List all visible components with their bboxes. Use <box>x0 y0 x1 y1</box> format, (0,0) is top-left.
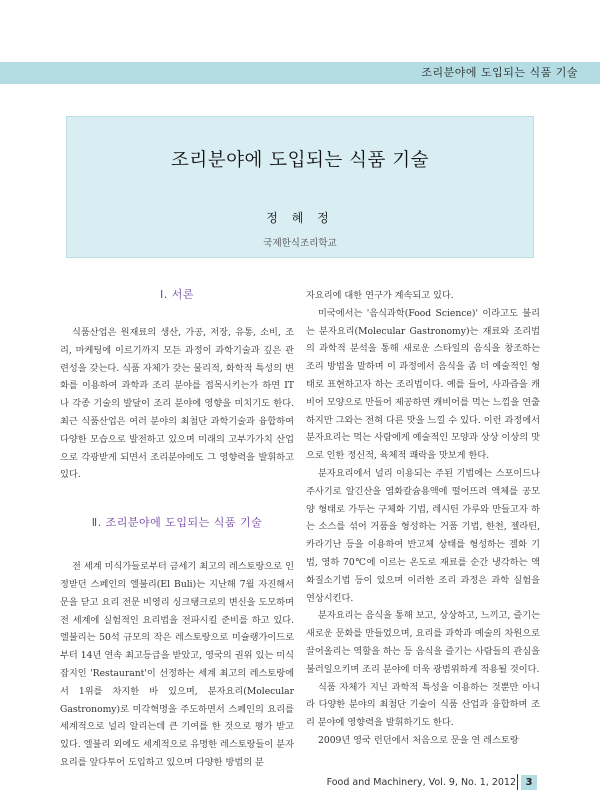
paragraph: 식품 자체가 지닌 과학적 특성을 이용하는 것뿐만 아니라 다양한 분야의 최첨단 기술이 식품 산업과 융합하며 조리 분야에 영향력을 발휘하기도 한다. <box>306 681 540 729</box>
paragraph: 미국에서는 '음식과학(Food Science)' 이라고도 불리는 분자요리(Molecular Gastronomy)는 재료와 조리법의 과학적 분석을 통해 새로운 스타일의 음식을 창조하는 조리 방법을 말하며 이 과정에서 음식을 좀 더 예술적인 형태로 표현하고자 하는 조리법이다. 예를 들어, 사과즙을 캐비어 모양으로 만들어 제공하면 캐비어를 먹는 느낌을 연출하지만 그와는 전혀 다른 맛을 느낄 수 있다. 이런 과정에서 분자요리는 먹는 사람에게 예술적인 모양과 상상 이상의 맛으로 인한 정신적, 육체적 쾌락을 맛보게 한다. <box>306 307 540 462</box>
footer-divider <box>517 774 518 790</box>
page-number: 3 <box>521 775 537 790</box>
section-heading-intro: Ⅰ. 서론 <box>160 288 194 301</box>
author-affiliation: 국제한식조리학교 <box>263 238 337 249</box>
paragraph: 분자요리는 음식을 통해 보고, 상상하고, 느끼고, 즐기는 새로운 문화를 만들었으며, 요리를 과학과 예술의 차원으로 끌어올리는 역할을 하는 등 음식을 즐기는 사람들의 관심을 불러일으키며 조리 분야에 더욱 광범위하게 적용될 것이다. <box>306 610 540 675</box>
paragraph: 전 세계 미식가들로부터 금세기 최고의 레스토랑으로 인정받던 스페인의 엘불리(El Buli)는 지난해 7월 자진해서 문을 닫고 요리 전문 비영리 싱크탱크로의 변신을 도모하며 전 세계에 실험적인 요리법을 전파시킬 준비를 하고 있다. 엘불리는 50석 규모의 작은 레스토랑으로 미슐랭가이드로부터 14년 연속 최고등급을 받았고, 영국의 권위 있는 미식잡지인 'Restaurant'이 선정하는 세계 최고의 레스토랑에서 1위를 차지한 바 있으며, 분자요리(Molecular Gastronomy)로 미각혁명을 주도하면서 스페인의 요리를 세계적으로 널리 알리는데 큰 기여를 한 것으로 평가 받고 있다. 엘불리 외에도 세계적으로 유명한 레스토랑들이 분자요리를 앞다투어 도입하고 있으며 다양한 방법의 분 <box>60 561 294 768</box>
right-column <box>306 287 540 750</box>
paragraph: 2009년 영국 런던에서 처음으로 문을 연 레스토랑 <box>318 734 519 746</box>
journal-citation: Food and Machinery, Vol. 9, No. 1, 2012 <box>326 777 516 788</box>
paragraph: 분자요리에서 널리 이용되는 주된 기법에는 스포이드나 주사기로 알긴산을 염화칼슘용액에 떨어뜨려 액체를 공모양 형태로 가두는 구체화 기법, 레시틴 가루와 만들고자 하는 소스를 섞어 거품을 형성하는 거품 기법, 한천, 젤라틴, 카라기난 등을 이용하여 반고체 상태를 형성하는 겔화 기법, 영하 70℃에 이르는 온도로 재료를 순간 냉각하는 액화질소기법 등이 있으며 이러한 조리 과정은 과학 실험을 연상시킨다. <box>306 467 540 604</box>
left-column <box>60 288 294 772</box>
paragraph: 식품산업은 원재료의 생산, 가공, 저장, 유통, 소비, 조리, 마케팅에 이르기까지 모든 과정이 과학기술과 깊은 관련성을 갖는다. 식품 자체가 갖는 물리적, 화학적 특성의 변화를 이용하여 과학과 조리 분야를 접목시키는가 하면 IT나 각종 기술의 발달이 조리 분야에 영향을 미치기도 한다. 최근 식품산업은 여러 분야의 최첨단 과학기술과 융합하여 다양한 모습으로 발전하고 있으며 미래의 고부가가치 산업으로 각광받게 되면서 조리분야에도 그 영향력을 발휘하고 있다. <box>60 327 294 481</box>
running-header-title: 조리분야에 도입되는 식품 기술 <box>421 66 578 79</box>
article-title: 조리분야에 도입되는 식품 기술 <box>171 150 429 171</box>
author-name: 정 혜 정 <box>266 211 334 225</box>
title-box <box>66 116 534 258</box>
section-heading-food-tech: Ⅱ. 조리분야에 도입되는 식품 기술 <box>91 516 263 530</box>
paragraph: 자요리에 대한 연구가 계속되고 있다. <box>306 290 454 301</box>
